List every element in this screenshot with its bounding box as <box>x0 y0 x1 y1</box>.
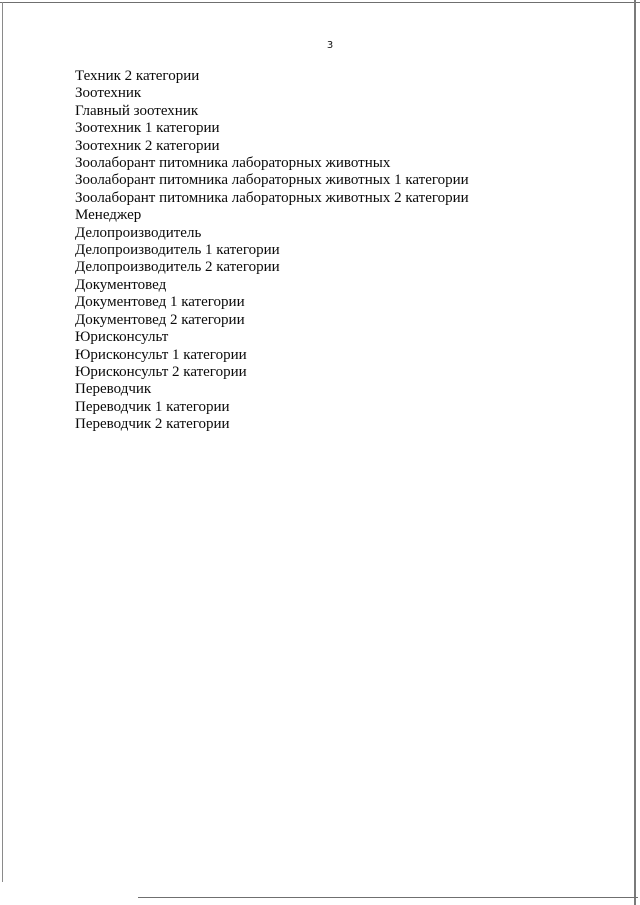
list-item: Техник 2 категории <box>75 68 200 84</box>
scan-edge-right <box>634 0 636 905</box>
list-item: Юрисконсульт <box>75 329 169 346</box>
list-item: Зоотехник 1 категории <box>75 120 220 137</box>
position-list <box>75 68 469 434</box>
list-item: Переводчик 2 категории <box>75 416 230 433</box>
scan-edge-bottom <box>138 897 638 898</box>
list-item: Главный зоотехник <box>75 102 199 119</box>
list-item: Переводчик <box>75 381 152 398</box>
list-item: Менеджер <box>75 207 142 224</box>
list-item: Зоолаборант питомника лабораторных животных <box>75 155 391 172</box>
list-item: Документовед 2 категории <box>75 311 245 328</box>
list-item: Делопроизводитель 1 категории <box>75 242 280 259</box>
list-item: Юрисконсульт 2 категории <box>75 363 247 380</box>
scan-edge-left <box>2 2 3 882</box>
list-item: Переводчик 1 категории <box>75 398 230 415</box>
list-item: Документовед <box>75 276 167 293</box>
list-item: Зоотехник 2 категории <box>75 137 220 154</box>
list-item: Зоолаборант питомника лабораторных животных 2 категории <box>75 189 469 206</box>
list-item: Зоолаборант питомника лабораторных животных 1 категории <box>75 172 469 189</box>
list-item: Документовед 1 категории <box>75 294 245 311</box>
list-item: Делопроизводитель <box>75 224 202 241</box>
list-item: Зоотехник <box>75 85 142 102</box>
scan-edge-top <box>0 2 640 3</box>
list-item: Делопроизводитель 2 категории <box>75 259 280 276</box>
page-number: 3 <box>326 40 334 51</box>
list-item: Юрисконсульт 1 категории <box>75 346 247 363</box>
